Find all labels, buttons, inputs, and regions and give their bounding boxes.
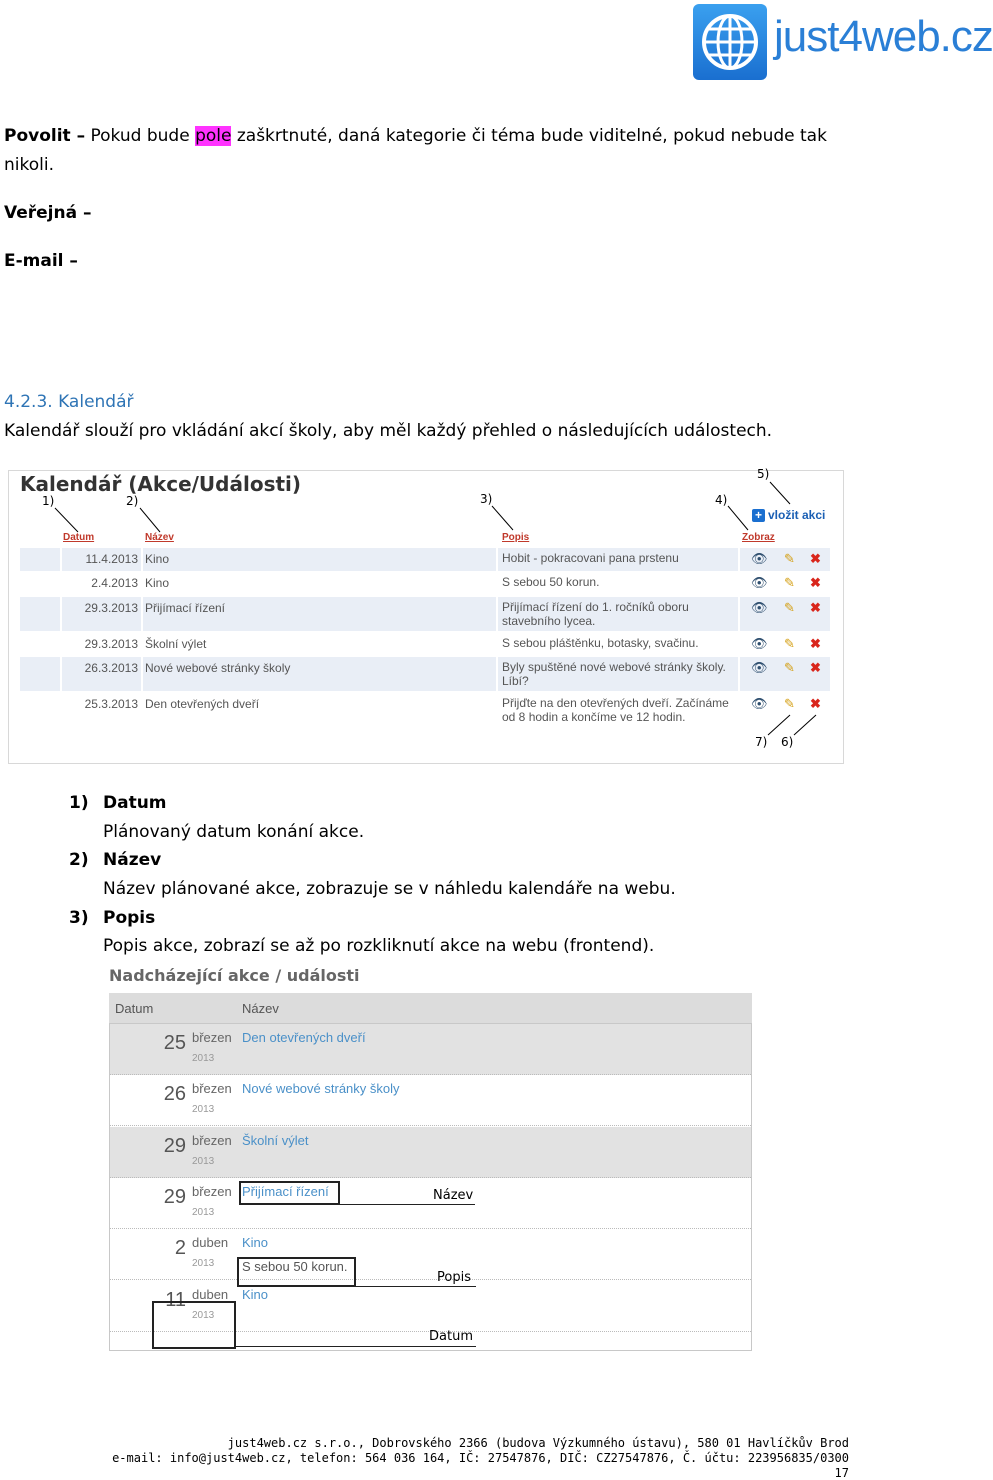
frontend-header bbox=[109, 993, 752, 1024]
callout-3: 3) bbox=[480, 492, 493, 506]
row-desc-2: od 8 hodin a končíme ve 12 hodin. bbox=[502, 710, 686, 724]
section-intro: Kalendář slouží pro vkládání akcí školy, aby měl každý přehled o následujících událostech. bbox=[4, 421, 773, 441]
text: Pokud bude bbox=[85, 126, 196, 146]
event-name[interactable]: Kino bbox=[242, 1286, 269, 1302]
event-day: 25 bbox=[163, 1032, 186, 1054]
delete-icon[interactable]: ✖ bbox=[810, 696, 821, 711]
text: zaškrtnuté, daná kategorie či téma bude viditelné, pokud nebude tak bbox=[231, 126, 827, 146]
delete-icon[interactable]: ✖ bbox=[810, 551, 821, 566]
callout-1: 1) bbox=[42, 494, 55, 508]
event-month: březen bbox=[192, 1081, 232, 1097]
row-name: Školní výlet bbox=[145, 637, 207, 651]
list-num-3: 3) bbox=[69, 908, 89, 928]
row-desc: Přijímací řízení do 1. ročníků oboru bbox=[502, 600, 689, 614]
pencil-icon[interactable]: ✎ bbox=[784, 600, 795, 615]
list-desc-2: Název plánované akce, zobrazuje se v náhledu kalendáře na webu. bbox=[103, 879, 676, 899]
term-email: E-mail – bbox=[4, 251, 78, 271]
pencil-icon[interactable]: ✎ bbox=[784, 551, 795, 566]
list-item[interactable] bbox=[110, 1229, 751, 1280]
row-name: Přijímací řízení bbox=[145, 601, 226, 615]
paragraph-povolit bbox=[4, 126, 827, 146]
section-number: 4.2.3. bbox=[4, 392, 53, 412]
paragraph-povolit-cont: nikoli. bbox=[4, 155, 54, 175]
row-desc: S sebou pláštěnku, botasky, svačinu. bbox=[502, 636, 699, 650]
event-year: 2013 bbox=[192, 1053, 215, 1064]
event-year: 2013 bbox=[192, 1309, 215, 1321]
event-month: duben bbox=[192, 1235, 229, 1251]
delete-icon[interactable]: ✖ bbox=[810, 600, 821, 615]
table-row bbox=[20, 657, 830, 691]
list-num-2: 2) bbox=[69, 850, 89, 870]
row-date: 29.3.2013 bbox=[84, 637, 138, 651]
list-desc-1: Plánovaný datum konání akce. bbox=[103, 822, 365, 842]
row-name: Nové webové stránky školy bbox=[145, 661, 291, 675]
pencil-icon[interactable]: ✎ bbox=[784, 696, 795, 711]
row-date: 29.3.2013 bbox=[84, 601, 138, 615]
frontend-header-name: Název bbox=[242, 1001, 279, 1016]
highlight-pole: pole bbox=[195, 126, 232, 146]
add-event-button[interactable] bbox=[752, 508, 825, 522]
event-month: březen bbox=[192, 1132, 232, 1148]
annotation-label-desc: Popis bbox=[437, 1270, 471, 1285]
row-date: 26.3.2013 bbox=[84, 661, 138, 675]
frontend-title: Nadcházející akce / události bbox=[109, 966, 360, 985]
header-show[interactable]: Zobraz bbox=[742, 532, 775, 543]
table-row bbox=[20, 693, 830, 727]
plus-icon: + bbox=[752, 509, 765, 522]
list-num-1: 1) bbox=[69, 793, 89, 813]
event-day: 29 bbox=[163, 1134, 186, 1157]
section-heading bbox=[4, 392, 134, 412]
section-title: Kalendář bbox=[58, 392, 134, 412]
table-row bbox=[20, 548, 830, 571]
row-desc: S sebou 50 korun. bbox=[502, 575, 600, 589]
add-event-label: vložit akci bbox=[768, 508, 826, 522]
event-name[interactable]: Den otevřených dveří bbox=[242, 1030, 366, 1045]
eye-icon[interactable]: 👁 bbox=[751, 696, 768, 711]
event-day: 2 bbox=[174, 1237, 186, 1260]
table-row bbox=[20, 633, 830, 656]
list-title-2: Název bbox=[103, 850, 162, 870]
admin-calendar-title: Kalendář (Akce/Události) bbox=[20, 472, 302, 496]
row-date: 2.4.2013 bbox=[91, 576, 138, 590]
page-number: 17 bbox=[834, 1466, 849, 1480]
event-name[interactable]: Školní výlet bbox=[242, 1132, 309, 1148]
pencil-icon[interactable]: ✎ bbox=[784, 636, 795, 651]
row-name: Den otevřených dveří bbox=[145, 697, 260, 711]
logo-globe-icon bbox=[693, 4, 767, 80]
eye-icon[interactable]: 👁 bbox=[751, 575, 768, 590]
event-day: 29 bbox=[163, 1185, 186, 1208]
event-desc: S sebou 50 korun. bbox=[242, 1259, 348, 1275]
row-date: 25.3.2013 bbox=[84, 697, 138, 711]
row-desc-2: Líbí? bbox=[502, 674, 529, 688]
annotation-box-name bbox=[239, 1181, 340, 1205]
footer-contact: e-mail: info@just4web.cz, telefon: 564 036 164, IČ: 27547876, DIČ: CZ27547876, Č. účtu: 223956835/0300 bbox=[112, 1451, 849, 1465]
callout-5: 5) bbox=[757, 467, 770, 481]
event-year: 2013 bbox=[192, 1206, 215, 1218]
row-desc: Přijďte na den otevřených dveří. Začínáme bbox=[502, 696, 729, 710]
annotation-label-name: Název bbox=[433, 1188, 474, 1203]
delete-icon[interactable]: ✖ bbox=[810, 636, 821, 651]
event-year: 2013 bbox=[192, 1258, 215, 1270]
eye-icon[interactable]: 👁 bbox=[751, 600, 768, 615]
event-name[interactable]: Přijímací řízení bbox=[242, 1183, 329, 1199]
footer-address: just4web.cz s.r.o., Dobrovského 2366 (budova Výzkumného ústavu), 580 01 Havlíčkův Brod bbox=[227, 1436, 849, 1450]
row-desc-2: stavebního lycea. bbox=[502, 614, 596, 628]
row-name: Kino bbox=[145, 552, 170, 566]
term-verejna: Veřejná – bbox=[4, 203, 92, 223]
callout-4: 4) bbox=[715, 493, 728, 507]
term-povolit: Povolit – bbox=[4, 126, 86, 146]
annotation-line-name bbox=[340, 1204, 475, 1205]
delete-icon[interactable]: ✖ bbox=[810, 575, 821, 590]
header-desc[interactable]: Popis bbox=[502, 532, 530, 543]
logo-text: just4web.cz bbox=[774, 12, 993, 61]
row-name: Kino bbox=[145, 576, 170, 590]
annotation-box-date bbox=[152, 1301, 236, 1349]
pencil-icon[interactable]: ✎ bbox=[784, 575, 795, 590]
pencil-icon[interactable]: ✎ bbox=[784, 660, 795, 675]
list-item[interactable] bbox=[110, 1127, 751, 1178]
event-month: březen bbox=[192, 1030, 232, 1045]
list-title-3: Popis bbox=[103, 908, 156, 928]
callout-7: 7) bbox=[755, 735, 768, 749]
event-day: 26 bbox=[163, 1083, 186, 1106]
annotation-label-date: Datum bbox=[429, 1329, 473, 1344]
row-date: 11.4.2013 bbox=[85, 552, 138, 566]
list-item[interactable] bbox=[110, 1024, 751, 1075]
event-month: březen bbox=[192, 1183, 232, 1199]
eye-icon[interactable]: 👁 bbox=[751, 660, 768, 675]
callout-2: 2) bbox=[126, 494, 139, 508]
row-desc: Hobit - pokracovani pana prstenu bbox=[502, 551, 679, 565]
event-year: 2013 bbox=[192, 1104, 215, 1116]
list-desc-3: Popis akce, zobrazí se až po rozkliknutí akce na webu (frontend). bbox=[103, 936, 655, 956]
event-month: duben bbox=[192, 1286, 229, 1302]
annotation-box-desc bbox=[237, 1257, 356, 1287]
eye-icon[interactable]: 👁 bbox=[751, 551, 768, 566]
eye-icon[interactable]: 👁 bbox=[751, 636, 768, 651]
header-name[interactable]: Název bbox=[145, 532, 174, 543]
delete-icon[interactable]: ✖ bbox=[810, 660, 821, 675]
header-date[interactable]: Datum bbox=[63, 532, 95, 543]
event-year: 2013 bbox=[192, 1155, 215, 1167]
event-name[interactable]: Kino bbox=[242, 1235, 269, 1251]
list-item[interactable] bbox=[110, 1075, 751, 1126]
list-title-1: Datum bbox=[103, 793, 167, 813]
event-day: 11 bbox=[165, 1288, 186, 1311]
event-name[interactable]: Nové webové stránky školy bbox=[242, 1081, 400, 1097]
annotation-line-desc bbox=[356, 1286, 476, 1287]
frontend-header-date: Datum bbox=[115, 1001, 154, 1016]
row-desc: Byly spuštěné nové webové stránky školy. bbox=[502, 660, 726, 674]
callout-6: 6) bbox=[781, 735, 794, 749]
annotation-line-date bbox=[236, 1346, 476, 1347]
table-row bbox=[20, 572, 830, 595]
table-row bbox=[20, 597, 830, 631]
